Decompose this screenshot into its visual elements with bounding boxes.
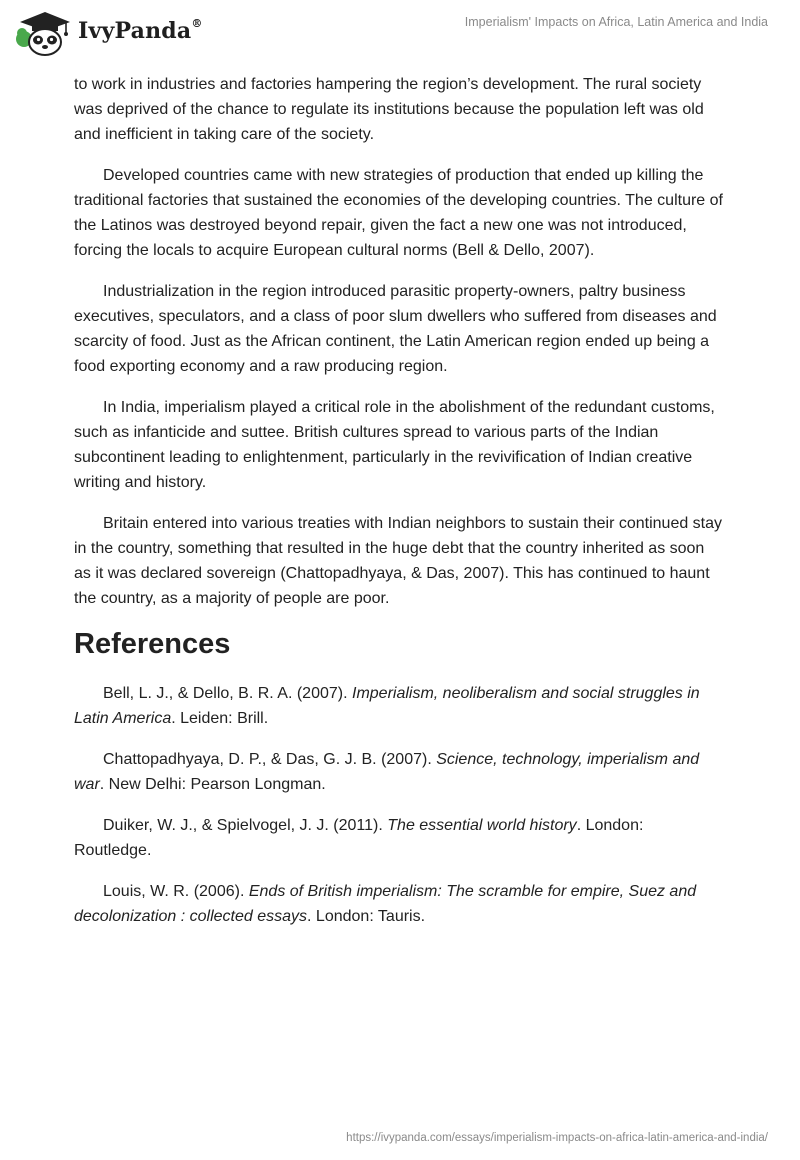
reference-authors: Bell, L. J., & Dello, B. R. A. (2007). xyxy=(103,685,352,702)
reference-item xyxy=(74,813,724,863)
references-heading: References xyxy=(74,628,231,660)
reference-title: Imperialism, neoliberalism and social struggles in Latin America xyxy=(74,685,700,727)
reference-title: Ends of British imperialism: The scramble for empire, Suez and decolonization : collected essays xyxy=(74,883,697,925)
paragraph-continued: to work in industries and factories hampering the region’s development. The rural society was deprived of the chance to regulate its institutions because the population left was old and inefficient in taking care of the society. xyxy=(74,76,704,143)
reference-title: The essential world history xyxy=(387,817,577,834)
reference-publisher: . London: Routledge. xyxy=(74,817,644,859)
document-title: Imperialism' Impacts on Africa, Latin America and India xyxy=(464,15,768,29)
brand-name-text: IvyPanda xyxy=(78,18,192,44)
registered-mark: ® xyxy=(191,16,203,30)
reference-title: Science, technology, imperialism and war xyxy=(74,751,700,793)
paragraph: Developed countries came with new strategies of production that ended up killing the traditional factories that sustained the economies of the developing countries. The culture of the Latinos was destroyed beyond repair, given the fact a new one was not introduced, forcing the locals to acquire European cultural norms (Bell & Dello, 2007). xyxy=(74,167,723,259)
reference-item xyxy=(74,879,724,929)
reference-authors: Chattopadhyaya, D. P., & Das, G. J. B. (2007). xyxy=(103,751,437,768)
reference-item xyxy=(74,681,724,731)
essay-content xyxy=(74,72,724,945)
reference-authors: Duiker, W. J., & Spielvogel, J. J. (2011). xyxy=(103,817,388,834)
ivypanda-logo-icon[interactable] xyxy=(14,9,76,57)
paragraph: In India, imperialism played a critical role in the abolishment of the redundant customs, such as infanticide and suttee. British cultures spread to various parts of the Indian subcontinent leading to enlightenment, particularly in the revivification of Indian creative writing and history. xyxy=(74,399,715,491)
reference-publisher: . New Delhi: Pearson Longman. xyxy=(99,776,326,793)
paragraph: Industrialization in the region introduced parasitic property-owners, paltry business executives, speculators, and a class of poor slum dwellers who suffered from diseases and scarcity of food. Just as the African continent, the Latin American region ended up being a food exporting economy and a raw producing region. xyxy=(74,283,717,375)
paragraph: Britain entered into various treaties with Indian neighbors to sustain their continued stay in the country, something that resulted in the huge debt that the country inherited as soon as it was declared sovereign (Chattopadhyaya, & Das, 2007). This has continued to haunt the country, as a majority of people are poor. xyxy=(74,515,723,607)
footer-source-url[interactable]: https://ivypanda.com/essays/imperialism-impacts-on-africa-latin-america-and-india/ xyxy=(346,1132,768,1144)
reference-item xyxy=(74,747,724,797)
reference-authors: Louis, W. R. (2006). xyxy=(103,883,249,900)
reference-publisher: . Leiden: Brill. xyxy=(171,710,269,727)
page-header xyxy=(0,0,800,66)
reference-publisher: . London: Tauris. xyxy=(307,908,426,925)
brand-name[interactable] xyxy=(78,18,203,44)
